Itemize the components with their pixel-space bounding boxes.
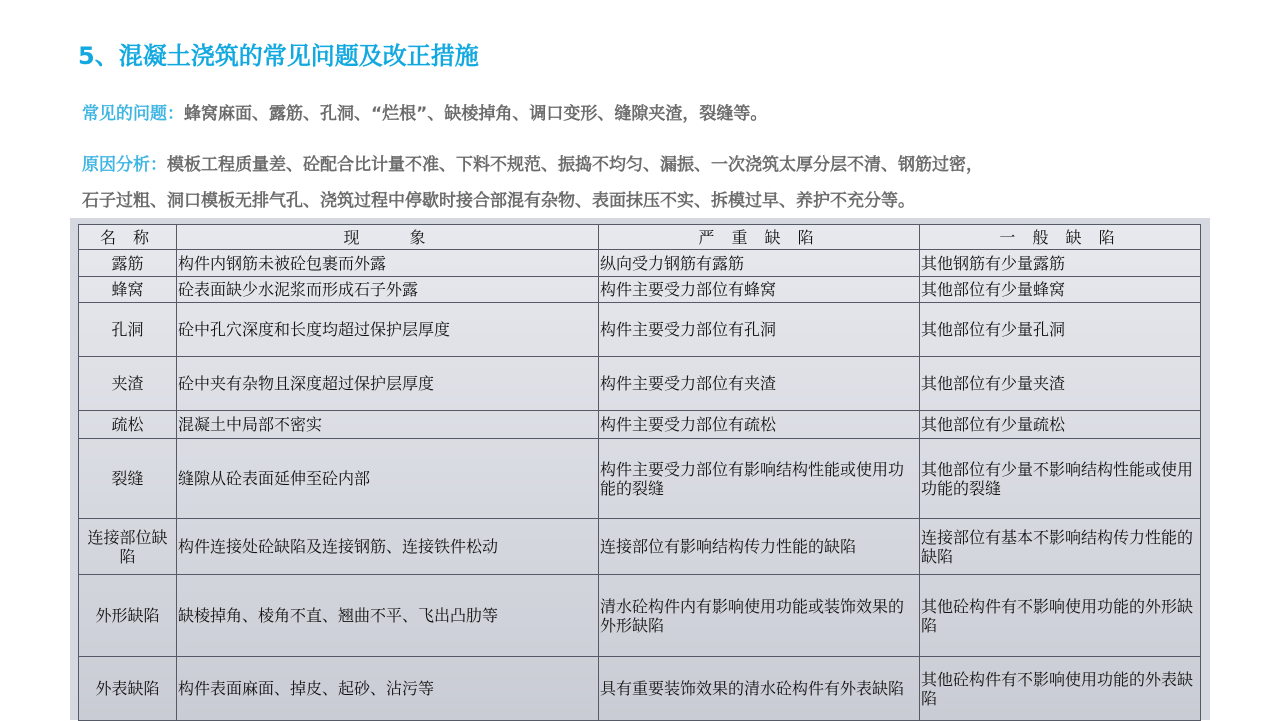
header-phenomenon: 现 象 (177, 225, 599, 250)
row-general: 其他部位有少量不影响结构性能或使用功能的裂缝 (920, 439, 1201, 519)
cause-analysis-line2: 石子过粗、洞口模板无排气孔、浇筑过程中停歇时接合部混有杂物、表面抹压不实、拆模过早、养护不充分等。 (82, 191, 915, 211)
table-row (79, 303, 1201, 357)
defect-table-panel (70, 218, 1210, 720)
table-header-row (79, 225, 1201, 250)
row-serious: 构件主要受力部位有蜂窝 (599, 277, 920, 303)
table-row (79, 575, 1201, 657)
table-row (79, 250, 1201, 277)
table-row (79, 439, 1201, 519)
table-row (79, 519, 1201, 575)
row-serious: 构件主要受力部位有孔洞 (599, 303, 920, 357)
row-general: 其他部位有少量孔洞 (920, 303, 1201, 357)
row-general: 其他部位有少量夹渣 (920, 357, 1201, 411)
row-name: 蜂窝 (79, 277, 177, 303)
row-serious: 构件主要受力部位有夹渣 (599, 357, 920, 411)
cause-analysis-continued (82, 186, 915, 211)
row-general: 其他砼构件有不影响使用功能的外形缺陷 (920, 575, 1201, 657)
row-serious: 构件主要受力部位有疏松 (599, 411, 920, 439)
row-general: 其他部位有少量蜂窝 (920, 277, 1201, 303)
row-general: 其他部位有少量疏松 (920, 411, 1201, 439)
row-phenomenon: 砼中孔穴深度和长度均超过保护层厚度 (177, 303, 599, 357)
row-serious: 构件主要受力部位有影响结构性能或使用功能的裂缝 (599, 439, 920, 519)
common-problems (82, 99, 767, 124)
row-serious: 具有重要装饰效果的清水砼构件有外表缺陷 (599, 657, 920, 721)
row-phenomenon: 构件内钢筋未被砼包裹而外露 (177, 250, 599, 277)
row-phenomenon: 砼中夹有杂物且深度超过保护层厚度 (177, 357, 599, 411)
row-phenomenon: 混凝土中局部不密实 (177, 411, 599, 439)
row-general: 连接部位有基本不影响结构传力性能的缺陷 (920, 519, 1201, 575)
header-general-defect: 一 般 缺 陷 (920, 225, 1201, 250)
table-row (79, 277, 1201, 303)
row-name: 露筋 (79, 250, 177, 277)
row-phenomenon: 构件表面麻面、掉皮、起砂、沾污等 (177, 657, 599, 721)
row-name: 外表缺陷 (79, 657, 177, 721)
row-serious: 纵向受力钢筋有露筋 (599, 250, 920, 277)
table-row (79, 411, 1201, 439)
page-title: 5、混凝土浇筑的常见问题及改正措施 (78, 42, 479, 70)
row-name: 外形缺陷 (79, 575, 177, 657)
row-serious: 连接部位有影响结构传力性能的缺陷 (599, 519, 920, 575)
table-row (79, 357, 1201, 411)
row-name: 疏松 (79, 411, 177, 439)
row-phenomenon: 构件连接处砼缺陷及连接钢筋、连接铁件松动 (177, 519, 599, 575)
header-name: 名 称 (79, 225, 177, 250)
cause-analysis (82, 150, 983, 175)
row-phenomenon: 缺棱掉角、棱角不直、翘曲不平、飞出凸肋等 (177, 575, 599, 657)
common-problems-text: 蜂窝麻面、露筋、孔洞、“烂根”、缺棱掉角、调口变形、缝隙夹渣，裂缝等。 (184, 104, 768, 124)
cause-analysis-label: 原因分析： (82, 155, 167, 175)
cause-analysis-line1: 模板工程质量差、砼配合比计量不准、下料不规范、振捣不均匀、漏振、一次浇筑太厚分层不清、钢筋过密， (167, 155, 983, 175)
row-name: 连接部位缺陷 (79, 519, 177, 575)
table-row (79, 657, 1201, 721)
row-name: 夹渣 (79, 357, 177, 411)
row-name: 孔洞 (79, 303, 177, 357)
row-general: 其他砼构件有不影响使用功能的外表缺陷 (920, 657, 1201, 721)
common-problems-label: 常见的问题： (82, 104, 184, 124)
row-phenomenon: 砼表面缺少水泥浆而形成石子外露 (177, 277, 599, 303)
row-general: 其他钢筋有少量露筋 (920, 250, 1201, 277)
row-phenomenon: 缝隙从砼表面延伸至砼内部 (177, 439, 599, 519)
header-serious-defect: 严 重 缺 陷 (599, 225, 920, 250)
row-name: 裂缝 (79, 439, 177, 519)
defect-table (78, 224, 1201, 721)
row-serious: 清水砼构件内有影响使用功能或装饰效果的外形缺陷 (599, 575, 920, 657)
